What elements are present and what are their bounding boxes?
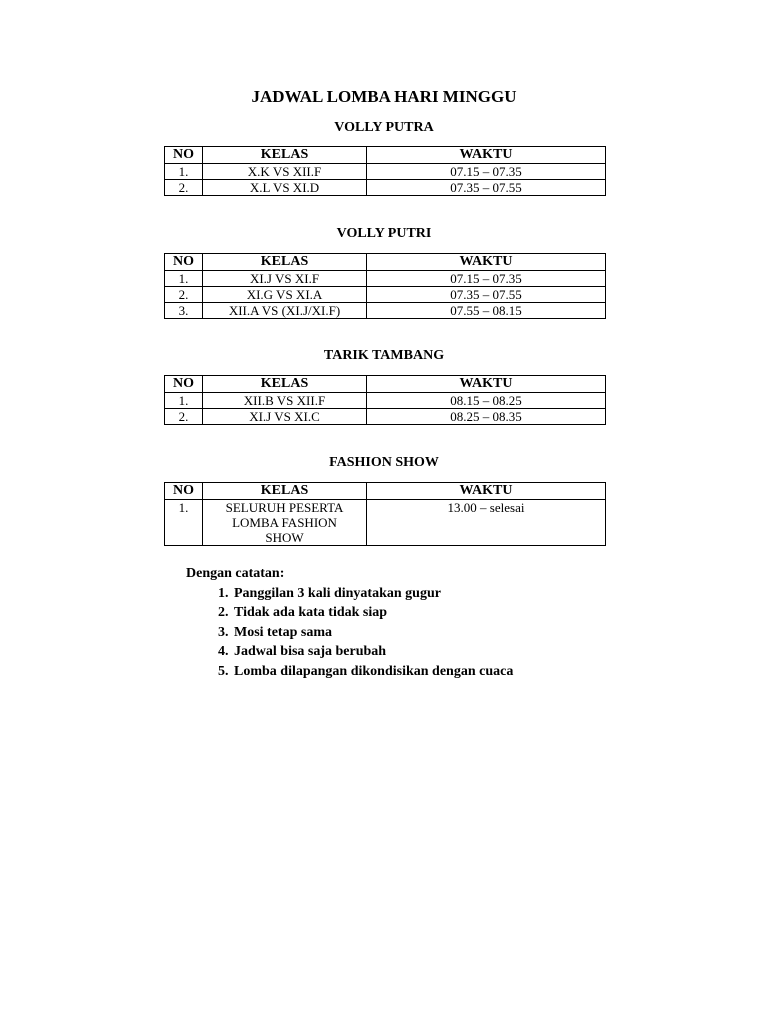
cell-kelas: XI.J VS XI.C: [203, 409, 367, 425]
table-volly-putra: [164, 146, 606, 196]
table-row: [165, 271, 606, 287]
cell-waktu: 08.15 – 08.25: [367, 393, 606, 409]
header-waktu: WAKTU: [367, 483, 606, 500]
header-kelas: KELAS: [203, 483, 367, 500]
table-header-row: [165, 147, 606, 164]
cell-no: 2.: [165, 287, 203, 303]
cell-kelas: SELURUH PESERTA LOMBA FASHION SHOW: [203, 500, 367, 546]
table-row: [165, 164, 606, 180]
cell-waktu: 07.35 – 07.55: [367, 180, 606, 196]
cell-no: 3.: [165, 303, 203, 319]
cell-no: 1.: [165, 393, 203, 409]
cell-kelas: XII.B VS XII.F: [203, 393, 367, 409]
cell-no: 2.: [165, 409, 203, 425]
note-item: 5. Lomba dilapangan dikondisikan dengan cuaca: [232, 662, 513, 682]
table-row: [165, 303, 606, 319]
cell-kelas: XII.A VS (XI.J/XI.F): [203, 303, 367, 319]
document-title: JADWAL LOMBA HARI MINGGU: [251, 87, 517, 106]
cell-waktu: 13.00 – selesai: [367, 500, 606, 546]
header-no: NO: [165, 254, 203, 271]
cell-no: 1.: [165, 164, 203, 180]
note-item: 2. Tidak ada kata tidak siap: [232, 603, 513, 623]
cell-kelas: XI.G VS XI.A: [203, 287, 367, 303]
cell-waktu: 08.25 – 08.35: [367, 409, 606, 425]
cell-waktu: 07.35 – 07.55: [367, 287, 606, 303]
cell-no: 1.: [165, 500, 203, 546]
header-waktu: WAKTU: [367, 376, 606, 393]
notes-section: [186, 564, 513, 681]
header-no: NO: [165, 483, 203, 500]
cell-kelas: X.K VS XII.F: [203, 164, 367, 180]
table-header-row: [165, 483, 606, 500]
table-header-row: [165, 376, 606, 393]
table-row: [165, 409, 606, 425]
cell-no: 2.: [165, 180, 203, 196]
note-item: 3. Mosi tetap sama: [232, 623, 513, 643]
section-title-fashion-show: FASHION SHOW: [329, 455, 439, 470]
table-row: [165, 180, 606, 196]
header-no: NO: [165, 376, 203, 393]
cell-kelas: X.L VS XI.D: [203, 180, 367, 196]
section-title-volly-putri: VOLLY PUTRI: [336, 226, 432, 241]
table-row: [165, 500, 606, 546]
header-kelas: KELAS: [203, 147, 367, 164]
table-row: [165, 287, 606, 303]
notes-heading: Dengan catatan:: [186, 566, 285, 581]
cell-no: 1.: [165, 271, 203, 287]
section-title-tarik-tambang: TARIK TAMBANG: [323, 348, 445, 363]
header-kelas: KELAS: [203, 254, 367, 271]
header-waktu: WAKTU: [367, 147, 606, 164]
cell-waktu: 07.55 – 08.15: [367, 303, 606, 319]
note-item: 1. Panggilan 3 kali dinyatakan gugur: [232, 584, 513, 604]
table-header-row: [165, 254, 606, 271]
notes-list: [186, 584, 513, 682]
cell-waktu: 07.15 – 07.35: [367, 164, 606, 180]
cell-kelas: XI.J VS XI.F: [203, 271, 367, 287]
table-volly-putri: [164, 253, 606, 319]
header-no: NO: [165, 147, 203, 164]
table-row: [165, 393, 606, 409]
note-item: 4. Jadwal bisa saja berubah: [232, 642, 513, 662]
header-waktu: WAKTU: [367, 254, 606, 271]
cell-waktu: 07.15 – 07.35: [367, 271, 606, 287]
table-fashion-show: [164, 482, 606, 546]
table-tarik-tambang: [164, 375, 606, 425]
section-title-volly-putra: VOLLY PUTRA: [334, 120, 434, 135]
header-kelas: KELAS: [203, 376, 367, 393]
